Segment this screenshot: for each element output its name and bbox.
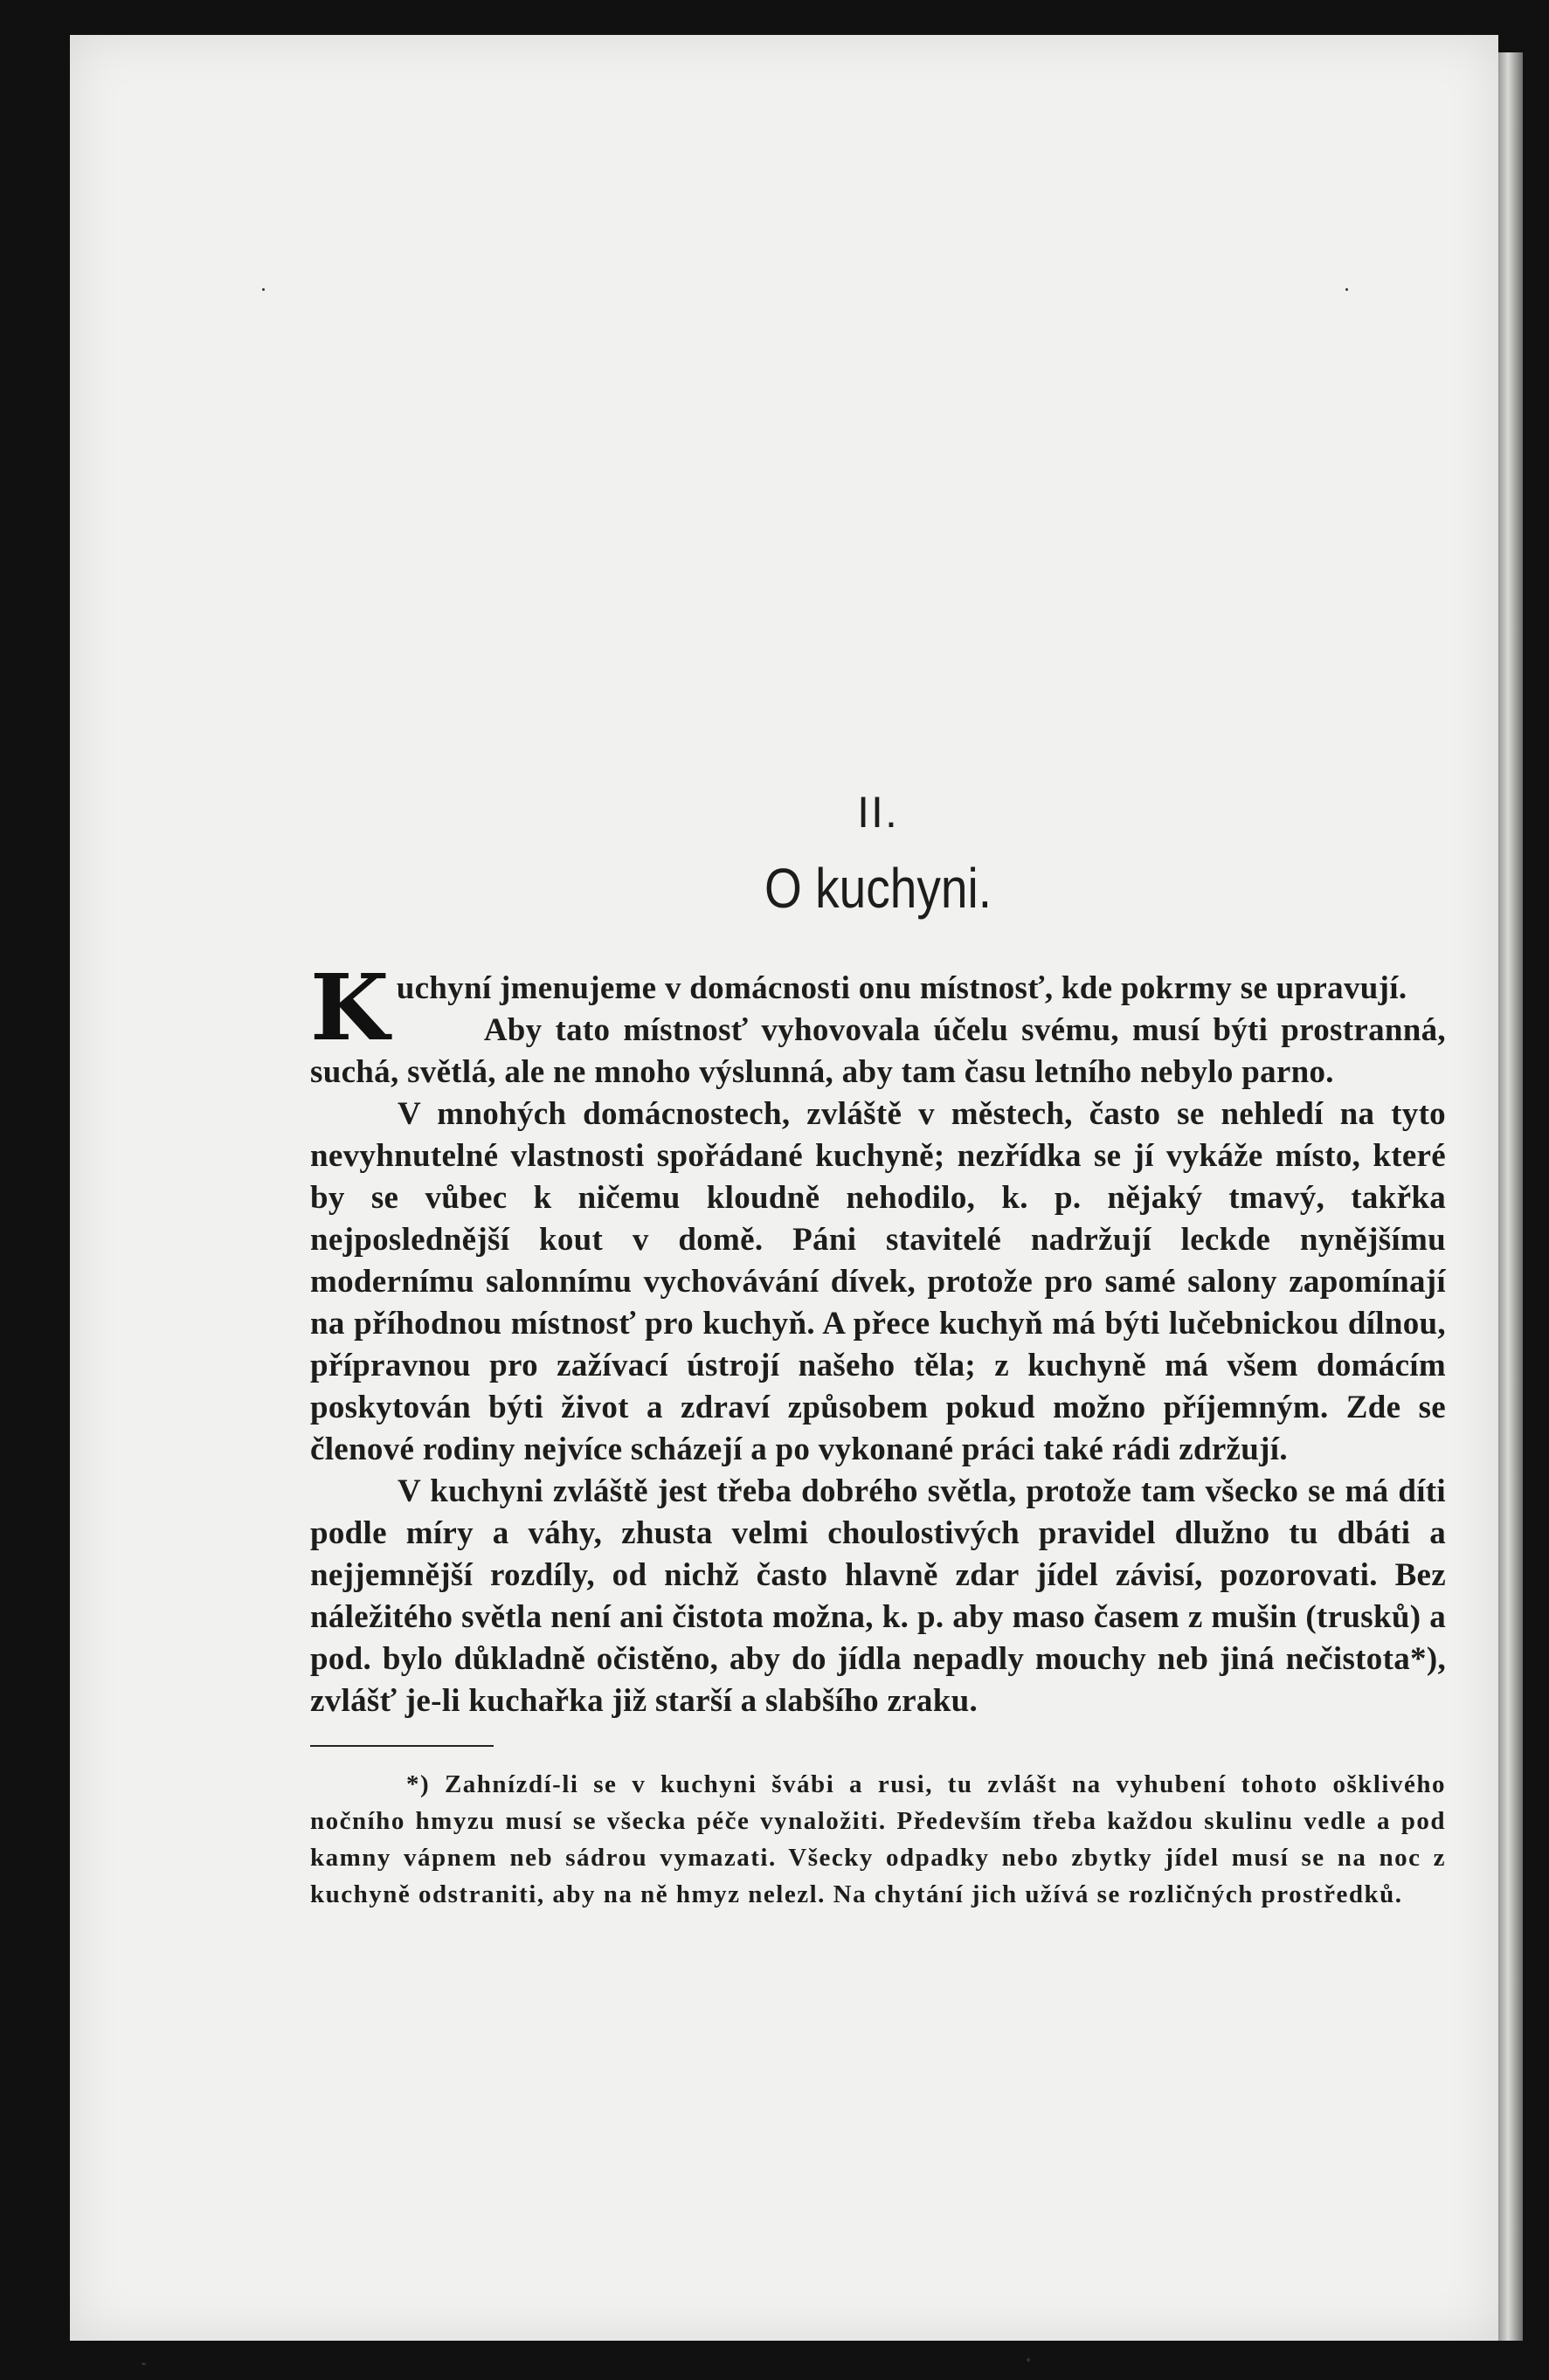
speck [1345,288,1348,291]
speck [262,288,265,291]
page-content [310,786,1446,1913]
paragraph-3: V mnohých domácnostech, zvláště v městech, často se nehledí na tyto nevyhnutelné vlastnosti spořádané kuchyně; nezřídka se jí vykáže místo, které by se vůbec k ničemu kloudně nehodilo, k. p. nějaký tmavý, takřka nejposlednější kout v domě. Páni stavitelé nadržují leckde nynějšímu modernímu salonnímu vychovávání dívek, protože pro samé salony zapomínají na příhodnou místnosť pro kuchyň. A přece kuchyň má býti lučebnickou dílnou, přípravnou pro zažívací ústrojí našeho těla; z kuchyně má všem domácím poskytován býti život a zdraví způsobem pokud možno příjemným. Zde se členové rodiny nejvíce scházejí a po vykonané práci také rádi zdržují. [310,1096,1446,1467]
paragraph-4: V kuchyni zvláště jest třeba dobrého světla, protože tam všecko se má díti podle míry a váhy, zhusta velmi choulostivých pravidel dlužno tu dbáti a nejjemnější rozdíly, od nichž často hlavně zdar jídel závisí, pozorovati. Bez náležitého světla není ani čistota možna, k. p. aby maso časem z mušin (trusků) a pod. bylo důkladně očistěno, aby do jídla nepadly mouchy neb jiná nečistota*), zvlášť je-li kuchařka již starší a slabšího zraku. [310,1473,1446,1719]
footnote-divider [310,1745,494,1747]
chapter-title: O kuchyni. [764,857,992,920]
paragraph-1-text: uchyní jmenujeme v domácnosti onu místnosť, kde pokrmy se upravují. [396,970,1407,1006]
body-text [310,954,1446,1722]
speck [1027,2358,1030,2362]
page-edge-shadow [1498,52,1523,2341]
chapter-number: II. [857,788,899,837]
drop-cap: K [310,954,390,1061]
footnote: *) Zahnízdí-li se v kuchyni švábi a rusi, tu zvlášt na vyhubení tohoto ošklivého nočního hmyzu musí se všecka péče vynaložiti. Především třeba každou skulinu vedle a pod kamny vápnem neb sádrou vymazati. Všecky odpadky nebo zbytky jídel musí se na noc z kuchyně odstraniti, aby na ně hmyz nelezl. Na chytání jich užívá se rozličných prostředků. [310,1770,1446,1908]
speck [142,2363,146,2365]
book-page [70,35,1498,2341]
paragraph-2: Aby tato místnosť vyhovovala účelu svému, musí býti prostranná, suchá, světlá, ale ne mnoho výslunná, aby tam času letního nebylo parno. [310,1012,1446,1090]
